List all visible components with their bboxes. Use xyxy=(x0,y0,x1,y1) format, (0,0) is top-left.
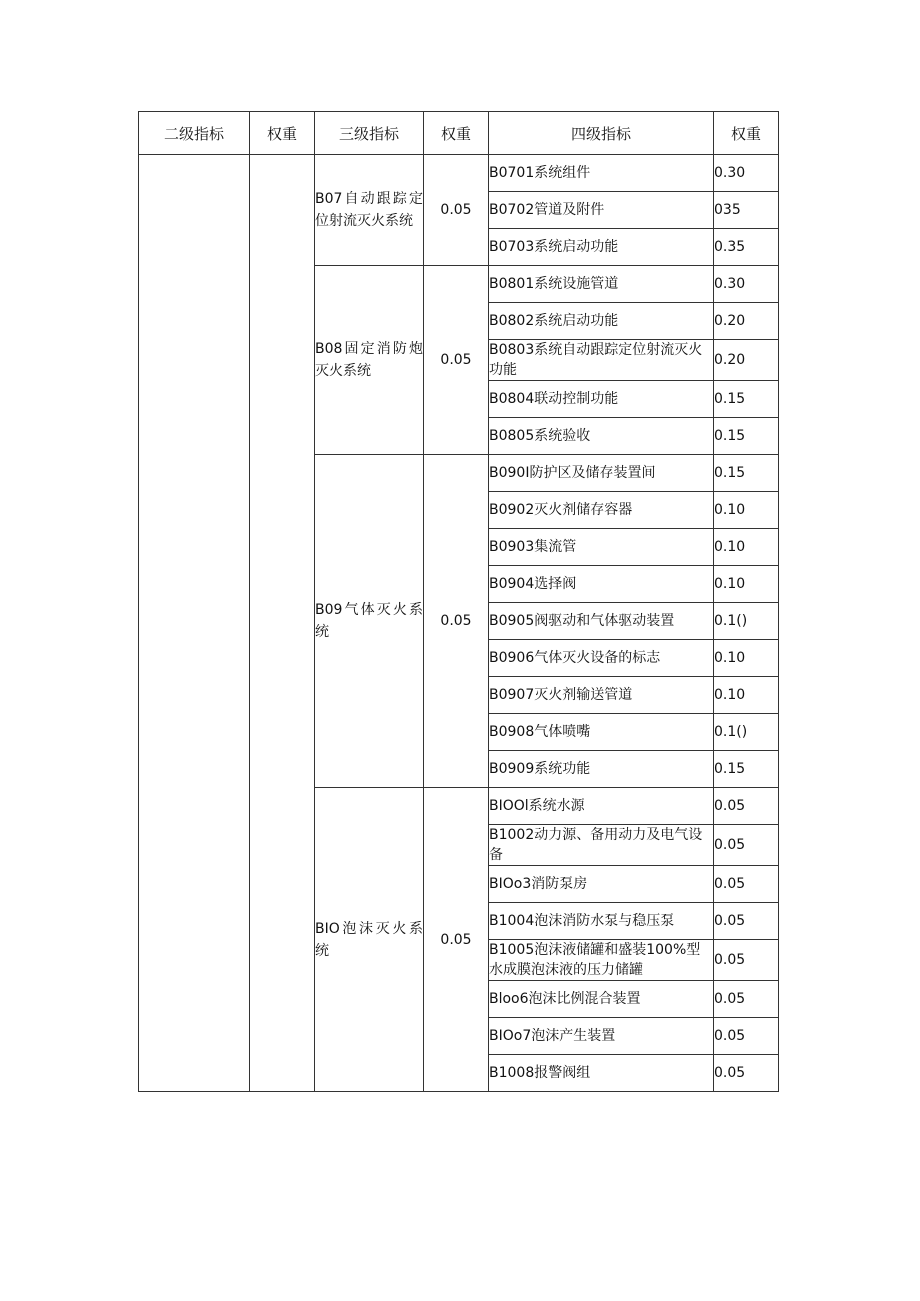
level4-weight: 0.05 xyxy=(714,825,779,866)
level4-weight: 035 xyxy=(714,192,779,229)
level4-name: BIOo3消防泵房 xyxy=(489,866,714,903)
level4-name: B1008报警阀组 xyxy=(489,1055,714,1092)
level4-name: B0802系统启动功能 xyxy=(489,303,714,340)
header-row xyxy=(139,112,779,155)
level4-weight: 0.15 xyxy=(714,418,779,455)
level4-name: B0902灭火剂储存容器 xyxy=(489,492,714,529)
level4-name: B0703系统启动功能 xyxy=(489,229,714,266)
level4-name: B1005泡沫液储罐和盛装100%型水成膜泡沫液的压力储罐 xyxy=(489,940,714,981)
header-level3: 三级指标 xyxy=(315,112,424,155)
level4-weight: 0.10 xyxy=(714,529,779,566)
level4-name: BIOOl系统水源 xyxy=(489,788,714,825)
level4-weight: 0.10 xyxy=(714,677,779,714)
level4-weight: 0.05 xyxy=(714,981,779,1018)
level4-weight: 0.05 xyxy=(714,866,779,903)
level3-name: B09气体灭火系统 xyxy=(315,455,424,788)
level4-weight: 0.30 xyxy=(714,266,779,303)
level4-weight: 0.1() xyxy=(714,603,779,640)
level4-name: B0804联动控制功能 xyxy=(489,381,714,418)
level4-name: B0909系统功能 xyxy=(489,751,714,788)
level3-name: BIO泡沫灭火系统 xyxy=(315,788,424,1092)
header-level4: 四级指标 xyxy=(489,112,714,155)
header-weight3: 权重 xyxy=(424,112,489,155)
level4-weight: 0.05 xyxy=(714,1018,779,1055)
level3-name: B07自动跟踪定位射流灭火系统 xyxy=(315,155,424,266)
level4-name: B1004泡沫消防水泵与稳压泵 xyxy=(489,903,714,940)
level4-name: B0803系统自动跟踪定位射流灭火功能 xyxy=(489,340,714,381)
level4-weight: 0.30 xyxy=(714,155,779,192)
level4-weight: 0.1() xyxy=(714,714,779,751)
level3-weight: 0.05 xyxy=(424,155,489,266)
level3-name: B08固定消防炮灭火系统 xyxy=(315,266,424,455)
level4-weight: 0.10 xyxy=(714,492,779,529)
level4-weight: 0.35 xyxy=(714,229,779,266)
level4-name: Bloo6泡沫比例混合装置 xyxy=(489,981,714,1018)
level4-weight: 0.15 xyxy=(714,381,779,418)
level4-weight: 0.20 xyxy=(714,340,779,381)
level3-weight: 0.05 xyxy=(424,788,489,1092)
level4-weight: 0.10 xyxy=(714,566,779,603)
header-weight2: 权重 xyxy=(250,112,315,155)
level4-name: B0905阀驱动和气体驱动装置 xyxy=(489,603,714,640)
level4-name: BIOo7泡沫产生装置 xyxy=(489,1018,714,1055)
header-weight4: 权重 xyxy=(714,112,779,155)
level4-weight: 0.15 xyxy=(714,455,779,492)
indicator-table xyxy=(138,111,779,1092)
level4-weight: 0.05 xyxy=(714,788,779,825)
weight2-cell xyxy=(250,155,315,1092)
level4-name: B0805系统验收 xyxy=(489,418,714,455)
level4-weight: 0.20 xyxy=(714,303,779,340)
level4-weight: 0.05 xyxy=(714,1055,779,1092)
level4-name: B0904选择阀 xyxy=(489,566,714,603)
level3-weight: 0.05 xyxy=(424,455,489,788)
level4-name: B1002动力源、备用动力及电气设备 xyxy=(489,825,714,866)
level2-cell xyxy=(139,155,250,1092)
table-row xyxy=(139,155,779,192)
level3-weight: 0.05 xyxy=(424,266,489,455)
level4-name: B0906气体灭火设备的标志 xyxy=(489,640,714,677)
level4-name: B0702管道及附件 xyxy=(489,192,714,229)
level4-name: B0701系统组件 xyxy=(489,155,714,192)
level4-name: B0908气体喷嘴 xyxy=(489,714,714,751)
level4-weight: 0.10 xyxy=(714,640,779,677)
level4-name: B0903集流管 xyxy=(489,529,714,566)
header-level2: 二级指标 xyxy=(139,112,250,155)
level4-weight: 0.15 xyxy=(714,751,779,788)
level4-name: B090I防护区及储存装置间 xyxy=(489,455,714,492)
level4-weight: 0.05 xyxy=(714,903,779,940)
level4-weight: 0.05 xyxy=(714,940,779,981)
level4-name: B0801系统设施管道 xyxy=(489,266,714,303)
level4-name: B0907灭火剂输送管道 xyxy=(489,677,714,714)
